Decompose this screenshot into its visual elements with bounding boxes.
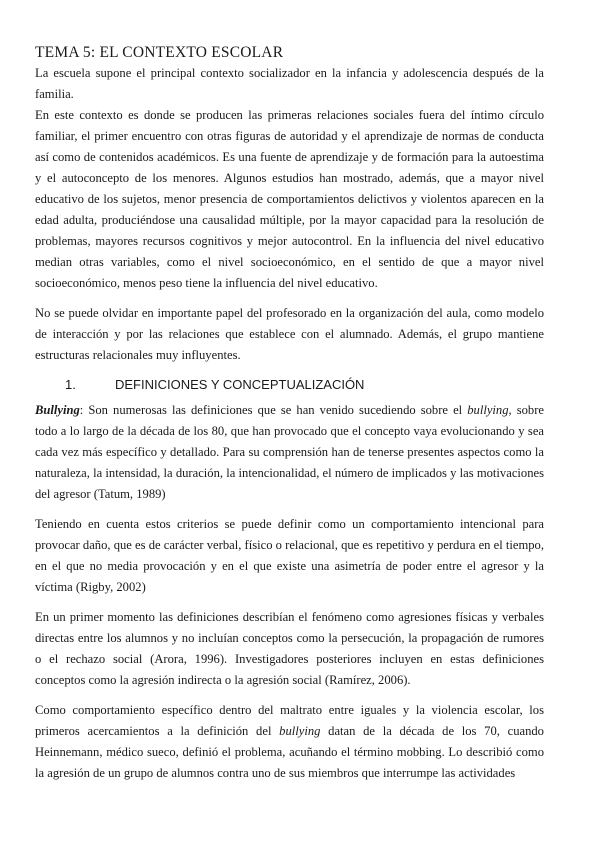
section-number: 1.	[65, 377, 76, 392]
intro-paragraph-3: No se puede olvidar en importante papel del profesorado en la organización del aula, como modelo de interacción y por las relaciones que establece con el alumnado. Además, el grupo mantiene estructuras relacionales muy influyentes.	[35, 306, 544, 362]
section-title: DEFINICIONES Y CONCEPTUALIZACIÓN	[115, 377, 365, 392]
bullying-term: Bullying	[35, 403, 80, 417]
criteria-paragraph: Teniendo en cuenta estos criterios se puede definir como un comportamiento intencional para provocar daño, que es de carácter verbal, físico o relacional, que es repetitivo y perdura en el tiempo, en el que no media provocación y en el que existe una asimetría de poder entre el agresor y la víctima (Rigby, 2002)	[35, 517, 544, 594]
intro-paragraph-2: En este contexto es donde se producen las primeras relaciones sociales fuera del íntimo círculo familiar, el primer encuentro con otras figuras de autoridad y el aprendizaje de normas de conducta así como de contenidos académicos. Es una fuente de aprendizaje y de formación para la autoestima y el autoconcepto de los menores. Algunos estudios han mostrado, además, que a mayor nivel educativo de los sujetos, menor presencia de comportamientos delictivos y violentos aparecen en la edad adulta, produciéndose una causalidad múltiple, por la mayor capacidad para la resolución de problemas, mayores recursos cognitivos y mejor autocontrol. En la influencia del nivel educativo median otras variables, como el nivel socioeconómico, en el sentido de que a mayor nivel socioeconómico, menos peso tiene la influencia del nivel educativo.	[35, 108, 544, 290]
bullying-definition-paragraph	[35, 400, 544, 505]
section-heading	[35, 376, 544, 394]
history-text-2: datan de la década de los 70, cuando Heinnemann, médico sueco, definió el problema, acuñando el término mobbing. Lo describió como la agresión de un grupo de alumnos contra uno de sus miembros que interrumpe las actividades	[35, 724, 544, 780]
bullying-text-2: , sobre todo a lo largo de la década de los 80, que han provocado que el concepto vaya evolucionando y sea cada vez más específico y detallado. Para su comprensión han de tenerse presentes aspectos como la naturaleza, la intensidad, la duración, la intencionalidad, el número de implicados y las motivaciones del agresor (Tatum, 1989)	[35, 403, 545, 501]
bullying-emphasis: bullying	[467, 403, 509, 417]
intro-paragraph-1: La escuela supone el principal contexto socializador en la infancia y adolescencia después de la familia.	[35, 66, 544, 101]
bullying-text-1: : Son numerosas las definiciones que se han venido sucediendo sobre el	[79, 403, 468, 417]
early-definitions-paragraph: En un primer momento las definiciones describían el fenómeno como agresiones físicas y verbales directas entre los alumnos y no incluían conceptos como la persecución, la propagación de rumores o el rechazo social (Arora, 1996). Investigadores posteriores incluyen en estas definiciones conceptos como la agresión indirecta o la agresión social (Ramírez, 2006).	[35, 610, 544, 687]
page-title: TEMA 5: EL CONTEXTO ESCOLAR	[35, 44, 284, 61]
history-emphasis: bullying	[279, 724, 321, 738]
history-paragraph	[35, 700, 544, 784]
history-text-1: Como comportamiento específico dentro del maltrato entre iguales y la violencia escolar, los primeros acercamientos a la definición del	[35, 703, 544, 738]
